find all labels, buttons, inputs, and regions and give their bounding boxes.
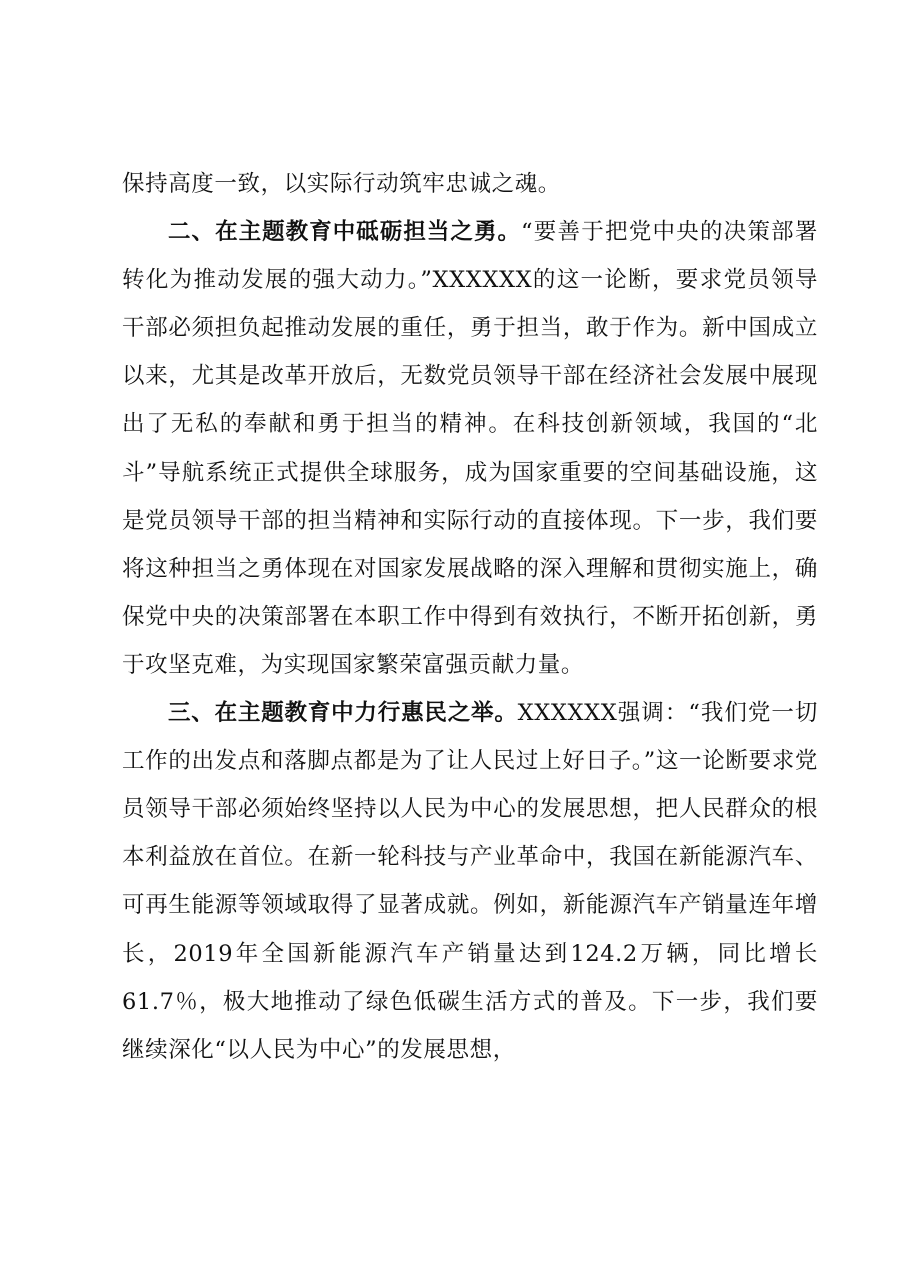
paragraph-text: 保持高度一致，以实际行动筑牢忠诚之魂。 [122, 171, 561, 197]
paragraph-text: “要善于把党中央的决策部署转化为推动发展的强大动力。”XXXXXX的这一论断，要求党员领导干部必须担负起推动发展的重任，勇于担当，敢于作为。新中国成立以来，尤其是改革开放后，无数党员领导干部在经济社会发展中展现出了无私的奉献和勇于担当的精神。在科技创新领域，我国的“北斗”导航系统正式提供全球服务，成为国家重要的空间基础设施，这是党员领导干部的担当精神和实际行动的直接体现。下一步，我们要将这种担当之勇体现在对国家发展战略的深入理解和贯彻实施上，确保党中央的决策部署在本职工作中得到有效执行，不断开拓创新，勇于攻坚克难，为实现国家繁荣富强贡献力量。 [122, 219, 818, 678]
section-heading: 二、在主题教育中砥砺担当之勇。 [168, 219, 522, 246]
document-body [122, 160, 818, 1074]
paragraph-section-three [122, 689, 818, 1074]
paragraph-text: XXXXXX强调：“我们党一切工作的出发点和落脚点都是为了让人民过上好日子。”这一论断要求党员领导干部必须始终坚持以人民为中心的发展思想，把人民群众的根本利益放在首位。在新一轮科技与产业革命中，我国在新能源汽车、可再生能源等领域取得了显著成就。例如，新能源汽车产销量连年增长，2019年全国新能源汽车产销量达到124.2万辆，同比增长61.7％，极大地推动了绿色低碳生活方式的普及。下一步，我们要继续深化“以人民为中心”的发展思想， [122, 700, 818, 1063]
paragraph-continuation [122, 160, 818, 208]
paragraph-section-two [122, 208, 818, 689]
section-heading: 三、在主题教育中力行惠民之举。 [168, 700, 518, 727]
